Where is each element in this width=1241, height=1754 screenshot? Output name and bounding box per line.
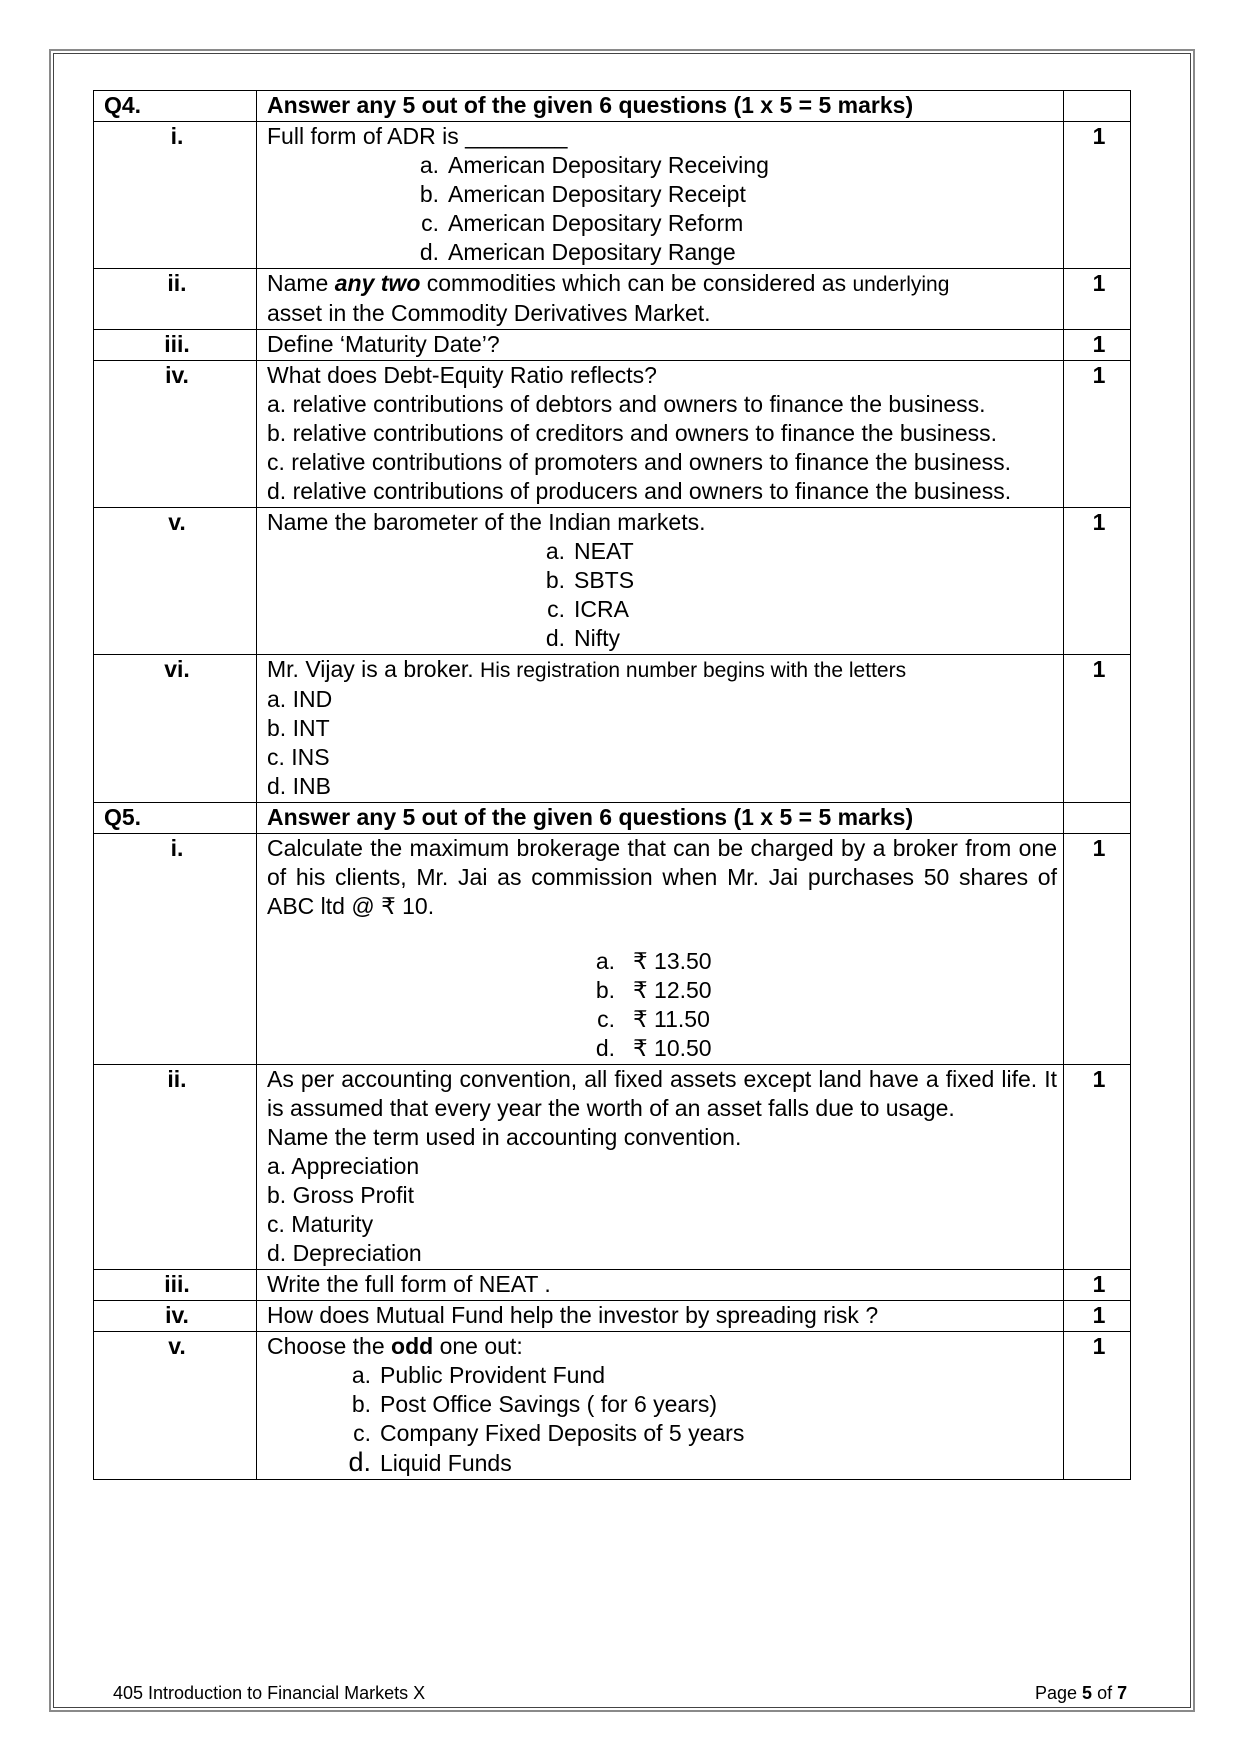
option-label: d. <box>595 1035 615 1061</box>
option-text: Liquid Funds <box>380 1450 512 1476</box>
question-text: As per accounting convention, all fixed assets except land have a fixed life. It is assumed that every year the worth of an asset falls due to usage. <box>267 1066 1057 1121</box>
option-label: c. <box>353 1420 371 1446</box>
marks-value: 1 <box>1064 834 1131 1065</box>
footer-page-number <box>1035 1683 1127 1704</box>
option-item: d. INB <box>267 773 331 799</box>
option-item: c. Maturity <box>267 1211 374 1237</box>
option-label: a. <box>351 1362 371 1388</box>
q5-header-mark <box>1064 803 1131 834</box>
table-row <box>94 834 1131 1065</box>
option-item: b. INT <box>267 715 330 741</box>
marks-value: 1 <box>1064 361 1131 508</box>
question-emphasis: odd <box>391 1333 434 1359</box>
question-cell <box>257 655 1064 803</box>
table-row <box>94 361 1131 508</box>
table-row <box>94 655 1131 803</box>
option-item <box>529 624 1057 653</box>
footer-course-title: 405 Introduction to Financial Markets X <box>113 1683 426 1703</box>
question-cell <box>257 361 1064 508</box>
question-text: Full form of ADR is ________ <box>267 123 568 149</box>
marks-value: 1 <box>1064 1301 1131 1332</box>
page-total: 7 <box>1117 1683 1128 1703</box>
option-label: a. <box>595 948 615 974</box>
option-label: a. <box>545 538 565 564</box>
option-item <box>579 947 1057 976</box>
item-number: vi. <box>94 655 257 803</box>
option-list <box>267 537 1057 653</box>
marks-value: 1 <box>1064 269 1131 330</box>
option-item: b. Gross Profit <box>267 1182 414 1208</box>
question-cell <box>257 834 1064 1065</box>
q5-number: Q5. <box>94 803 257 834</box>
question-cell <box>257 122 1064 269</box>
q4-number: Q4. <box>94 91 257 122</box>
item-number: iv. <box>94 361 257 508</box>
item-number: iv. <box>94 1301 257 1332</box>
option-label: c. <box>421 210 439 236</box>
option-text: Post Office Savings ( for 6 years) <box>380 1391 718 1417</box>
table-row <box>94 1301 1131 1332</box>
option-text: Nifty <box>574 625 620 651</box>
option-item: a. Appreciation <box>267 1153 420 1179</box>
option-text: American Depositary Receipt <box>448 181 746 207</box>
question-text: How does Mutual Fund help the investor by spreading risk ? <box>257 1301 1064 1332</box>
option-item: d. relative contributions of producers and owners to finance the business. <box>267 478 1012 504</box>
table-row <box>94 1332 1131 1480</box>
question-text: asset in the Commodity Derivatives Market. <box>267 300 711 326</box>
option-item: d. Depreciation <box>267 1240 422 1266</box>
option-text: American Depositary Receiving <box>448 152 769 178</box>
question-emphasis: any two <box>334 270 421 296</box>
question-cell <box>257 508 1064 655</box>
table-row <box>94 1065 1131 1270</box>
option-text: NEAT <box>574 538 634 564</box>
question-text: Mr. Vijay is a broker. <box>267 656 481 682</box>
option-item <box>339 1419 1057 1448</box>
option-item: c. relative contributions of promoters and owners to finance the business. <box>267 449 1012 475</box>
item-number: ii. <box>94 269 257 330</box>
question-text: commodities which can be considered as <box>420 270 853 296</box>
option-list <box>267 1361 1057 1478</box>
table-row <box>94 1270 1131 1301</box>
marks-value: 1 <box>1064 655 1131 803</box>
option-text: American Depositary Reform <box>448 210 744 236</box>
question-text: Define ‘Maturity Date’? <box>257 330 1064 361</box>
option-item: c. INS <box>267 744 330 770</box>
option-item <box>407 180 1057 209</box>
marks-value: 1 <box>1064 508 1131 655</box>
item-number: iii. <box>94 330 257 361</box>
option-label: d. <box>545 625 565 651</box>
item-number: ii. <box>94 1065 257 1270</box>
option-label: b. <box>595 977 615 1003</box>
q5-instruction: Answer any 5 out of the given 6 questions (1 x 5 = 5 marks) <box>257 803 1064 834</box>
question-cell <box>257 1332 1064 1480</box>
option-item <box>339 1448 1057 1478</box>
table-row <box>94 508 1131 655</box>
table-row <box>94 122 1131 269</box>
question-text: underlying <box>852 273 950 296</box>
option-item <box>579 976 1057 1005</box>
option-text: ICRA <box>574 596 629 622</box>
option-item: a. IND <box>267 686 333 712</box>
option-label: b. <box>419 181 439 207</box>
option-item <box>529 595 1057 624</box>
option-item <box>339 1390 1057 1419</box>
q4-header-row <box>94 91 1131 122</box>
option-label: c. <box>547 596 565 622</box>
question-table <box>93 90 1131 1480</box>
option-text: ₹ 11.50 <box>633 1006 710 1032</box>
option-list <box>267 947 1057 1063</box>
option-text: Public Provident Fund <box>380 1362 606 1388</box>
item-number: v. <box>94 508 257 655</box>
table-row <box>94 269 1131 330</box>
question-text: Write the full form of NEAT . <box>257 1270 1064 1301</box>
option-text: American Depositary Range <box>448 239 736 265</box>
option-item <box>339 1361 1057 1390</box>
option-item <box>407 151 1057 180</box>
item-number: i. <box>94 834 257 1065</box>
option-item <box>579 1034 1057 1063</box>
question-cell <box>257 1065 1064 1270</box>
option-label: b. <box>545 567 565 593</box>
option-label: a. <box>419 152 439 178</box>
option-item <box>579 1005 1057 1034</box>
option-item <box>407 238 1057 267</box>
question-prompt: Name the term used in accounting convention. <box>267 1124 742 1150</box>
q4-header-mark <box>1064 91 1131 122</box>
option-item <box>407 209 1057 238</box>
option-item <box>529 537 1057 566</box>
item-number: i. <box>94 122 257 269</box>
question-text: one out: <box>433 1333 523 1359</box>
question-cell <box>257 269 1064 330</box>
question-text: Choose the <box>267 1333 392 1359</box>
marks-value: 1 <box>1064 1270 1131 1301</box>
option-text: ₹ 10.50 <box>633 1035 712 1061</box>
option-item: a. relative contributions of debtors and owners to finance the business. <box>267 391 986 417</box>
page-current: 5 <box>1082 1683 1093 1703</box>
option-item <box>529 566 1057 595</box>
table-row <box>94 330 1131 361</box>
option-label: d. <box>348 1447 371 1477</box>
item-number: iii. <box>94 1270 257 1301</box>
option-text: Company Fixed Deposits of 5 years <box>380 1420 745 1446</box>
marks-value: 1 <box>1064 330 1131 361</box>
marks-value: 1 <box>1064 1065 1131 1270</box>
option-label: d. <box>419 239 439 265</box>
option-text: SBTS <box>574 567 635 593</box>
option-label: c. <box>597 1006 615 1032</box>
option-text: ₹ 12.50 <box>633 977 712 1003</box>
question-text: Name the barometer of the Indian markets. <box>267 509 706 535</box>
q4-instruction: Answer any 5 out of the given 6 questions (1 x 5 = 5 marks) <box>257 91 1064 122</box>
option-item: b. relative contributions of creditors and owners to finance the business. <box>267 420 998 446</box>
page-of: of <box>1092 1683 1118 1703</box>
option-list <box>267 151 1057 267</box>
item-number: v. <box>94 1332 257 1480</box>
option-label: b. <box>351 1391 371 1417</box>
option-text: ₹ 13.50 <box>633 948 712 974</box>
page-prefix: Page <box>1035 1683 1083 1703</box>
marks-value: 1 <box>1064 1332 1131 1480</box>
question-text: Calculate the maximum brokerage that can be charged by a broker from one of his clients, Mr. Jai as commission when Mr. Jai purchases 50 shares of ABC ltd @ ₹ 10. <box>267 835 1057 919</box>
question-text: His registration number begins with the letters <box>480 659 907 682</box>
question-text: What does Debt-Equity Ratio reflects? <box>267 362 657 388</box>
q5-header-row <box>94 803 1131 834</box>
marks-value: 1 <box>1064 122 1131 269</box>
question-text: Name <box>267 270 335 296</box>
